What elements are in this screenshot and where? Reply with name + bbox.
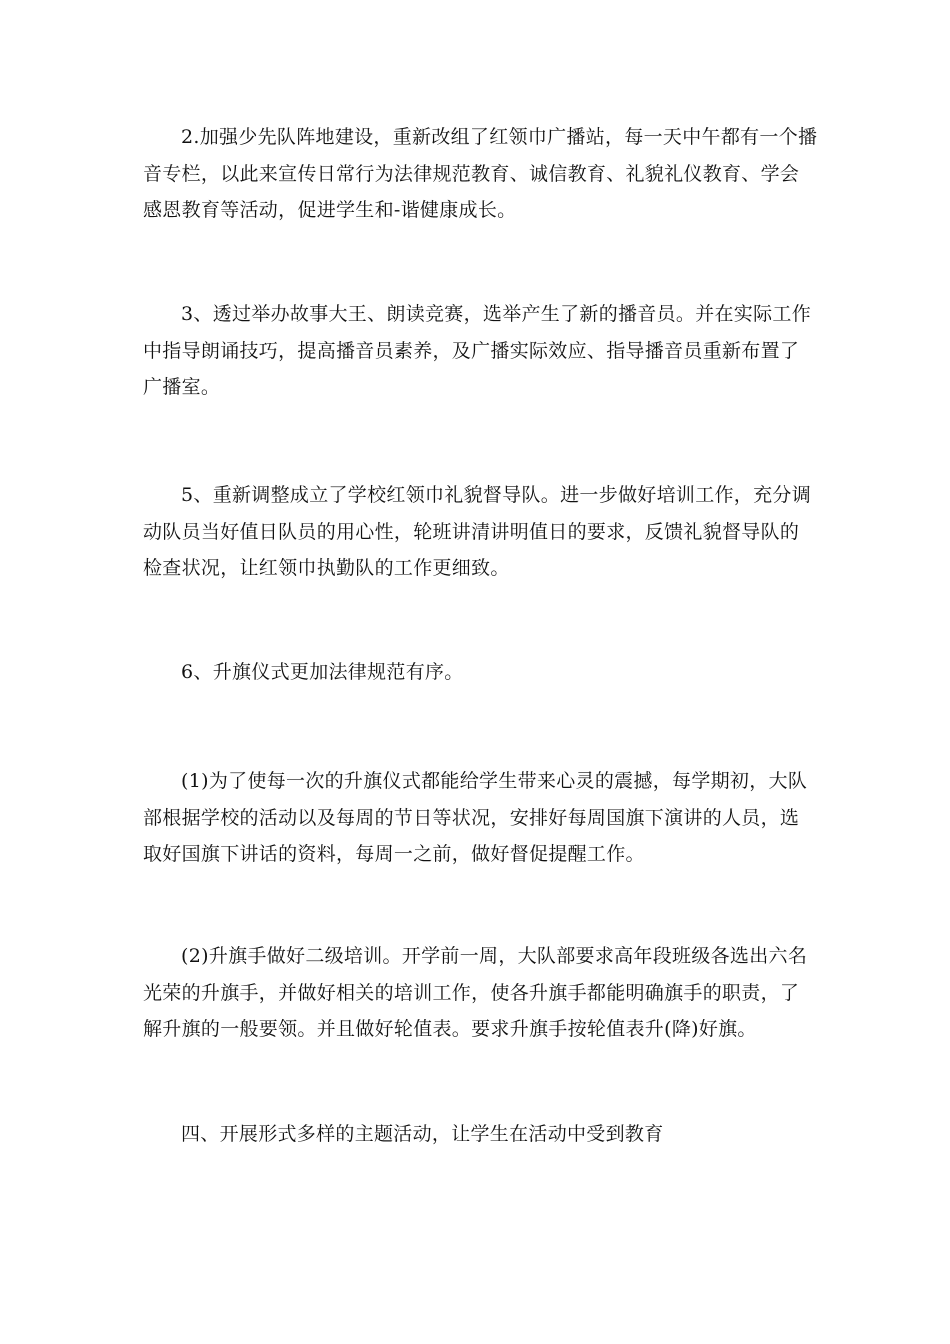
paragraph-flag-training	[143, 938, 807, 1048]
paragraph-announcers	[143, 296, 811, 406]
paragraph-broadcast-station	[143, 119, 818, 229]
paragraph-line: 取好国旗下讲话的资料，每周一之前，做好督促提醒工作。	[143, 843, 645, 865]
paragraph-line: 6、升旗仪式更加法律规范有序。	[181, 661, 464, 683]
paragraph-line: 5、重新调整成立了学校红领巾礼貌督导队。进一步做好培训工作，充分调	[181, 484, 811, 506]
paragraph-line: 2.加强少先队阵地建设，重新改组了红领巾广播站，每一天中午都有一个播	[181, 126, 818, 148]
paragraph-line: 感恩教育等活动，促进学生和-谐健康成长。	[143, 199, 517, 221]
paragraph-line: (1)为了使每一次的升旗仪式都能给学生带来心灵的震撼，每学期初，大队	[181, 770, 808, 792]
paragraph-flag-ceremony	[143, 654, 807, 691]
paragraph-supervision-team	[143, 477, 811, 587]
paragraph-line: 广播室。	[143, 376, 221, 398]
paragraph-line: 光荣的升旗手，并做好相关的培训工作，使各升旗手都能明确旗手的职责，了	[143, 981, 800, 1004]
paragraph-line: 部根据学校的活动以及每周的节日等状况，安排好每周国旗下演讲的人员，选	[143, 806, 800, 829]
paragraph-line: 音专栏，以此来宣传日常行为法律规范教育、诚信教育、礼貌礼仪教育、学会	[143, 162, 800, 185]
paragraph-line: 3、透过举办故事大王、朗读竞赛，选举产生了新的播音员。并在实际工作	[181, 303, 811, 325]
paragraph-line: 检查状况，让红领巾执勤队的工作更细致。	[143, 557, 510, 579]
paragraph-line: 动队员当好值日队员的用心性，轮班讲清讲明值日的要求，反馈礼貌督导队的	[143, 520, 800, 543]
paragraph-line: 四、开展形式多样的主题活动，让学生在活动中受到教育	[181, 1123, 664, 1145]
section-heading-four	[143, 1116, 807, 1153]
paragraph-line: 解升旗的一般要领。并且做好轮值表。要求升旗手按轮值表升(降)好旗。	[143, 1018, 757, 1040]
paragraph-flag-speech	[143, 763, 807, 873]
paragraph-line: 中指导朗诵技巧，提高播音员素养，及广播实际效应、指导播音员重新布置了	[143, 339, 800, 362]
paragraph-line: (2)升旗手做好二级培训。开学前一周，大队部要求高年段班级各选出六名	[181, 945, 808, 967]
